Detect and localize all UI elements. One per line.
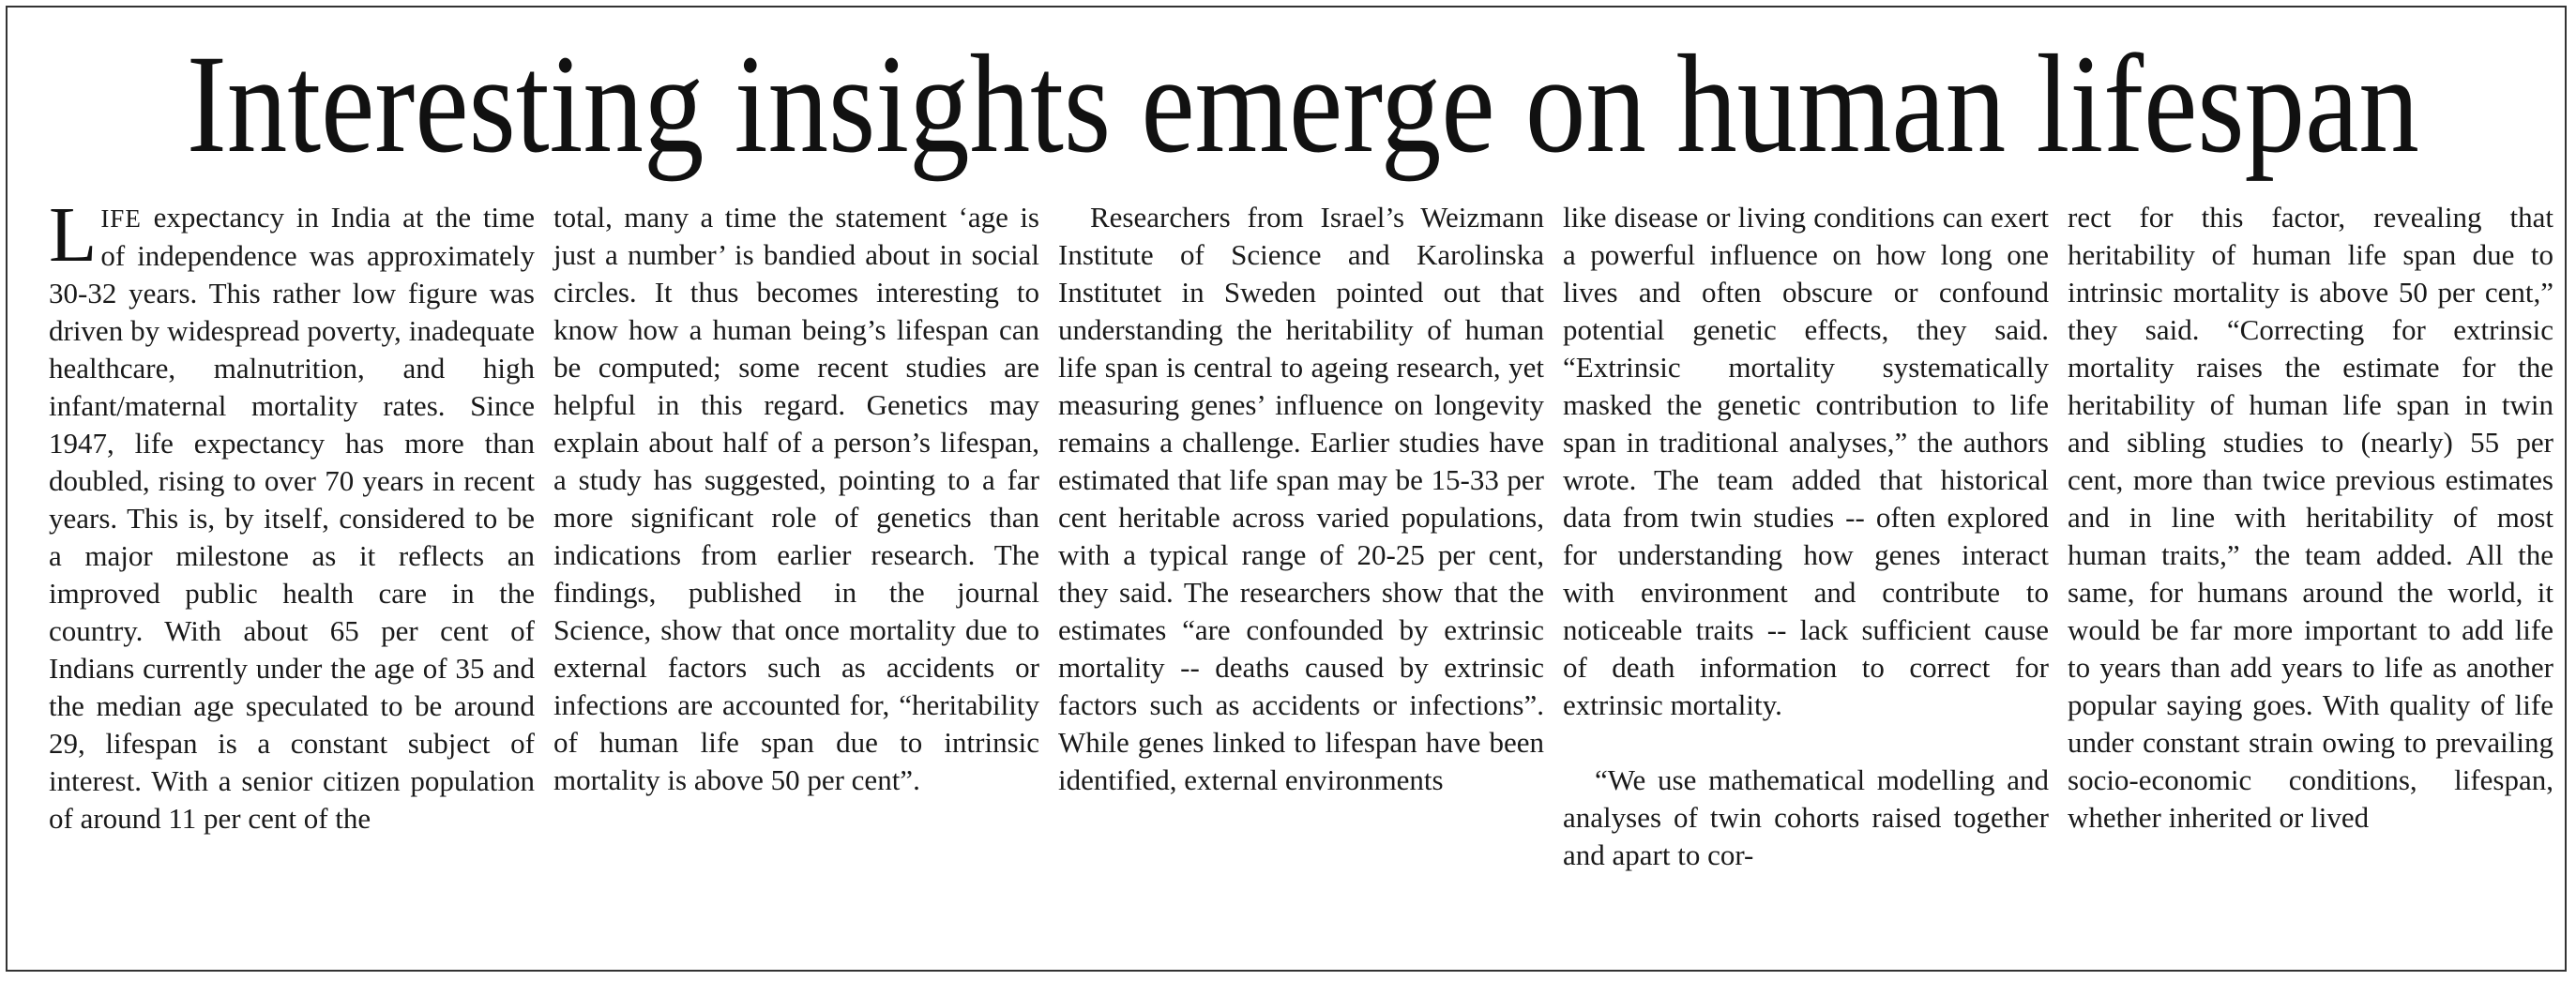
- lead-caps: IFE: [100, 204, 142, 233]
- drop-cap: L: [49, 191, 98, 279]
- body-text: expectancy in India at the time of independence was approximately 30-32 years. This rather low figure was driven by widespread poverty, inadequate healthcare, malnutrition, and high infant/maternal mortality rates. Since 1947, life expectancy has more than doubled, rising to over 70 years in recent years. This is, by itself, considered to be a major milestone as it reflects an improved public health care in the country. With about 65 per cent of Indians currently under the age of 35 and the median age speculated to be around 29, lifespan is a constant subject of interest. With a senior citizen population of around 11 per cent of the: [49, 201, 535, 835]
- headline: Interesting insights emerge on human lifespan: [186, 26, 2419, 182]
- paragraph: like disease or living conditions can exert a powerful influence on how long one lives and often obscure or confound potential genetic effects, they said. “Extrinsic mortality systematically masked the genetic contribution to life span in traditional analyses,” the authors wrote. The team added that historical data from twin studies -- often explored for understanding how genes interact with environment and contribute to noticeable traits -- lack sufficient cause of death information to correct for extrinsic mortality.: [1563, 201, 2049, 721]
- paragraph: rect for this factor, revealing that heritability of human life span due to intrinsic mortality is above 50 per cent,” they said. “Correcting for extrinsic mortality raises the estimate for the heritability of human life span in twin and sibling studies to (nearly) 55 per cent, more than twice previous estimates and in line with heritability of most human traits,” the team added. All the same, for humans around the world, it would be far more important to add life to years than add years to life as another popular saying goes. With quality of life under constant strain owing to prevailing socio-economic conditions, lifespan, whether inherited or lived: [2068, 201, 2553, 834]
- column-1: [49, 191, 535, 838]
- paragraph: “We use mathematical modelling and analyses of twin cohorts raised together and apart to cor-: [1563, 763, 2049, 871]
- article-frame: [6, 6, 2567, 972]
- column-4: [1563, 199, 2049, 874]
- column-3: [1058, 199, 1544, 799]
- column-5: [2068, 199, 2553, 837]
- column-2: [553, 199, 1039, 799]
- paragraph: Researchers from Israel’s Weizmann Institute of Science and Karolinska Institutet in Sweden pointed out that understanding the heritability of human life span is central to ageing research, yet measuring genes’ influence on longevity remains a challenge. Earlier studies have estimated that life span may be 15-33 per cent heritable across varied populations, with a typical range of 20-25 per cent, they said. The researchers show that the estimates “are confounded by extrinsic mortality -- deaths caused by extrinsic factors such as accidents or infections”. While genes linked to lifespan have been identified, external environments: [1058, 201, 1544, 796]
- paragraph: total, many a time the statement ‘age is just a number’ is bandied about in social circles. It thus becomes interesting to know how a human being’s lifespan can be computed; some recent studies are helpful in this regard. Genetics may explain about half of a person’s lifespan, a study has suggested, pointing to a far more significant role of genetics than indications from earlier research. The findings, published in the journal Science, show that once mortality due to external factors such as accidents or infections are accounted for, “heritability of human life span due to intrinsic mortality is above 50 per cent”.: [553, 201, 1039, 796]
- paragraph: [49, 191, 535, 838]
